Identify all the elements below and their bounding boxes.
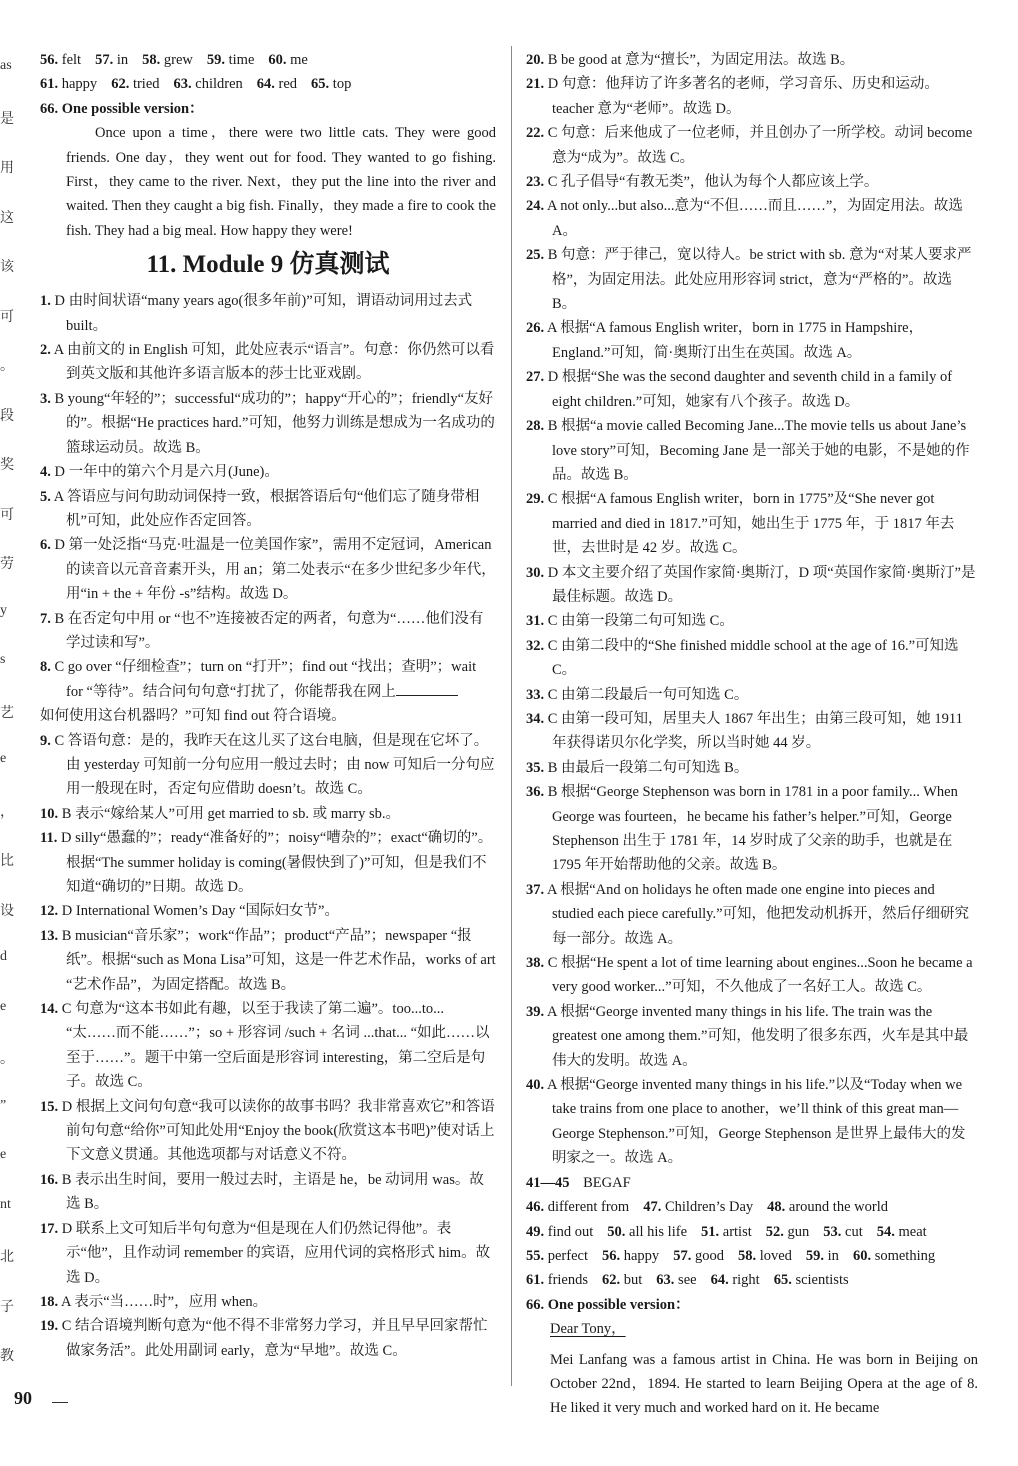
item-explanation: young“年轻的”；successful“成功的”；happy“开心的”；friendly“友好的”。根据“He practices hard.”可知，他努力训练是想成为一名成功的篮球运动员。故选 B。 <box>66 390 495 456</box>
edge-glyph: 。 <box>0 1052 14 1067</box>
item-key: A <box>50 342 67 359</box>
range-label: 41—45 <box>526 1174 570 1191</box>
answer-item <box>40 826 496 899</box>
item-key: D <box>50 464 69 481</box>
answer-word: children <box>191 76 243 93</box>
item-explanation: 根据“He spent a lot of time learning about engines...Soon he became a very good worker...”可知，不久他成了一名好工人。故选 C。 <box>552 955 973 996</box>
version-label: 66. One possible version： <box>40 100 204 117</box>
item-explanation: 根据“She was the second daughter and seventh child in a family of eight children.”可知，她家有八个孩子。故选 D。 <box>552 369 953 410</box>
answer-item <box>40 460 496 484</box>
answer-number: 58. <box>737 1247 757 1264</box>
answer-item <box>526 365 978 414</box>
fill-in-answers-top <box>40 48 496 97</box>
item-number: 16. <box>40 1171 59 1188</box>
answer-word: scientists <box>791 1272 849 1289</box>
answer-item <box>40 607 496 656</box>
item-key: C <box>544 174 562 191</box>
item-number: 30. <box>526 564 545 581</box>
answer-item <box>40 533 496 606</box>
item-explanation: 答语应与问句助动词保持一致，根据答语后句“他们忘了随身带相机”可知，此处应作否定回答。 <box>66 488 480 529</box>
answer-word: tried <box>129 76 160 93</box>
answer-number: 53. <box>823 1223 842 1240</box>
item-explanation: 根据“George invented many things in his life.”以及“Today when we take trains from one place to another，we’ll think of this great man— George Stephenson.”可知，George Stephenson 是世界上最伟大的发明家之一。故选 A。 <box>552 1077 966 1167</box>
answer-word: something <box>871 1247 936 1264</box>
answer-number: 50. <box>607 1223 626 1240</box>
range-answer-row <box>526 1171 978 1195</box>
answer-word: meat <box>894 1223 927 1240</box>
item-explanation: 根据上文问句句意“我可以读你的故事书吗？我非常喜欢它”和答语前句句意“给你”可知此处用“Enjoy the book(欣赏这本书吧)”使对话上下文意义贯通。其他选项都与对话意义不符。 <box>66 1098 495 1164</box>
model-essay: Once upon a time，there were two little cats. They were good friends. One day，they went out for food. They wanted to go fishing. First，they came to the river. Next，they put the line into the river and waited. Then they caught a big fish. Finally，they made a fire to cook the fish. They had a big meal. How happy they were! <box>66 125 496 239</box>
answer-word: good <box>691 1247 724 1264</box>
answer-item <box>40 1290 496 1314</box>
item-key: B <box>58 1171 76 1188</box>
answer-list-left <box>40 289 496 1363</box>
item-explanation: International Women’s Day “国际妇女节”。 <box>75 903 339 920</box>
item-key: B <box>50 610 68 627</box>
answer-item <box>526 951 978 1000</box>
item-number: 37. <box>526 881 545 898</box>
item-number: 17. <box>40 1220 59 1237</box>
answer-number: 62. <box>111 76 130 93</box>
item-explanation: not only...but also...意为“不但……而且……”，为固定用法。故选 A。 <box>552 198 963 239</box>
item-explanation: 孔子倡导“有教无类”，他认为每个人都应该上学。 <box>561 174 879 191</box>
answer-number: 61. <box>526 1272 545 1289</box>
item-explanation: 表示“当……时”，应用 when。 <box>74 1293 268 1310</box>
edge-glyph: e <box>0 1147 7 1162</box>
item-key: C <box>544 686 562 703</box>
answer-row <box>526 1195 978 1219</box>
item-number: 33. <box>526 686 545 703</box>
item-explanation: 结合语境判断句意为“他不得不非常努力学习，并且早早回家帮忙做家务活”。此处用副词 early，意为“早地”。故选 C。 <box>66 1318 488 1359</box>
answer-number: 56. <box>602 1247 621 1264</box>
item-explanation: 本文主要介绍了英国作家简·奥斯汀，D 项“英国作家简·奥斯汀”是最佳标题。故选 D。 <box>552 564 976 605</box>
item-explanation: 句意：严于律己，宽以待人。be strict with sb. 意为“对某人要求严格”，为固定用法。此处应用形容词 strict，意为“严格的”。故选 B。 <box>552 247 972 313</box>
item-key: D <box>544 369 562 386</box>
item-explanation: musician“音乐家”；work“作品”；product“产品”；newspaper “报纸”。根据“such as Mona Lisa”可知，这是一件艺术作品，works of art “艺术作品”，为固定搭配。故选 B。 <box>66 927 496 993</box>
item-number: 15. <box>40 1098 59 1115</box>
answer-number: 63. <box>656 1272 675 1289</box>
item-key: C <box>544 491 562 508</box>
answer-item <box>526 194 978 243</box>
item-number: 31. <box>526 613 545 630</box>
answer-item <box>40 1314 496 1363</box>
item-number: 5. <box>40 488 51 505</box>
answer-item <box>40 1217 496 1290</box>
edge-glyph: 教 <box>0 1349 14 1364</box>
edge-glyph: 艺 <box>0 705 14 721</box>
answer-word: find out <box>544 1223 594 1240</box>
item-number: 8. <box>40 659 51 676</box>
item-number: 40. <box>526 1077 545 1094</box>
answer-word: happy <box>58 76 98 93</box>
answer-item <box>40 289 496 338</box>
item-key: C <box>544 125 562 142</box>
answer-word: red <box>274 76 298 93</box>
answer-item <box>526 878 978 951</box>
fill-in-answers-bottom <box>526 1195 978 1293</box>
item-key: C <box>58 1318 76 1335</box>
answer-item <box>526 121 978 170</box>
item-number: 25. <box>526 247 545 264</box>
version-label-right: 66. One possible version： <box>526 1296 690 1313</box>
edge-glyph: e <box>0 751 7 766</box>
item-explanation: be good at 意为“擅长”，为固定用法。故选 B。 <box>561 52 855 68</box>
item-explanation: 由最后一段第二句可知选 B。 <box>561 759 749 776</box>
item-key: D <box>50 293 69 310</box>
right-column <box>526 48 978 1421</box>
item-number: 19. <box>40 1318 59 1335</box>
left-edge-bleed <box>0 0 14 1466</box>
answer-item <box>40 802 496 826</box>
item-explanation: 根据“A famous English writer，born in 1775 in Hampshire，England.”可知，简·奥斯汀出生在英国。故选 A。 <box>552 320 924 361</box>
footer-rule <box>52 1402 68 1403</box>
answer-item <box>526 487 978 560</box>
item-key: A <box>544 320 561 337</box>
item-number: 20. <box>526 52 545 68</box>
item-number: 35. <box>526 759 545 776</box>
answer-item <box>40 924 496 997</box>
item-number: 10. <box>40 805 59 822</box>
edge-glyph: 该 <box>0 260 14 275</box>
answer-item <box>40 729 496 802</box>
item-explanation: 在否定句中用 or “也不”连接被否定的两者，句意为“……他们没有学过读和写”。 <box>66 610 484 651</box>
answer-word: cut <box>841 1223 863 1240</box>
item-number: 3. <box>40 390 51 407</box>
edge-glyph: as <box>0 58 12 73</box>
item-key: A <box>50 488 67 505</box>
answer-item <box>526 707 978 756</box>
item-number: 6. <box>40 537 51 554</box>
answer-item <box>526 561 978 610</box>
answer-number: 46. <box>526 1199 545 1216</box>
item-number: 23. <box>526 174 545 191</box>
blank-line <box>396 681 458 696</box>
item-key: A <box>58 1293 75 1310</box>
answer-number: 47. <box>643 1199 662 1216</box>
item-explanation: 答语句意：是的，我昨天在这儿买了这台电脑，但是现在它坏了。由 yesterday 可知前一分句应用一般过去时；由 now 可知后一分句应用一般现在时，否定句应借助 doesn’t。故选 C。 <box>66 732 495 798</box>
item-explanation: 由第一段第二句可知选 C。 <box>561 613 734 630</box>
answer-number: 63. <box>173 76 192 93</box>
answer-number: 64. <box>710 1272 729 1289</box>
item-number: 7. <box>40 610 51 627</box>
item-explanation: 由第一段可知，居里夫人 1867 年出生；由第三段可知，她 1911 年获得诺贝尔化学奖，所以当时她 44 岁。 <box>552 710 963 752</box>
answer-number: 60. <box>852 1247 872 1264</box>
item-key: B <box>544 247 562 264</box>
answer-word: me <box>286 52 308 68</box>
item-explanation: 根据“And on holidays he often made one engine into pieces and studied each piece carefully.”可知，他把发动机拆开，然后仔细研究每一部分。故选 A。 <box>552 881 970 947</box>
item-explanation: 表示出生时间，要用一般过去时，主语是 he，be 动词用 was。故选 B。 <box>66 1171 484 1213</box>
answer-word: see <box>674 1272 697 1289</box>
item-number: 38. <box>526 955 545 972</box>
item-explanation: 由第二段最后一句可知选 C。 <box>561 686 749 703</box>
answer-item <box>526 609 978 633</box>
item-explanation: go over “仔细检查”；turn on “打开”；find out “找出；查明”；wait for “等待”。结合问句句意“打扰了，你能帮我在网上 <box>66 659 477 700</box>
item-explanation: 根据“George invented many things in his life. The train was the greatest one among them.”可知，他发明了很多东西，火车是其中最伟大的发明。故选 A。 <box>552 1003 969 1069</box>
answer-number: 57. <box>673 1247 692 1264</box>
item-number: 28. <box>526 418 545 435</box>
item-key: B <box>58 805 76 822</box>
item-explanation: 如何使用这台机器吗？”可知 find out 符合语境。 <box>40 708 346 725</box>
item-key: B <box>50 390 68 407</box>
page-number: 90 <box>14 1388 32 1408</box>
answer-number: 54. <box>876 1223 895 1240</box>
answer-item <box>526 72 978 121</box>
item-number: 4. <box>40 464 51 481</box>
answer-number: 52. <box>765 1223 784 1240</box>
answer-item <box>526 243 978 316</box>
answer-number: 64. <box>256 76 275 93</box>
item-key: D <box>544 564 562 581</box>
item-number: 39. <box>526 1003 545 1020</box>
answer-number: 56. <box>40 52 59 68</box>
answer-word: around the world <box>785 1199 888 1216</box>
edge-glyph: 劳 <box>0 557 14 572</box>
answer-word: but <box>620 1272 643 1289</box>
edge-glyph: 用 <box>0 161 14 176</box>
item-key: B <box>544 52 562 68</box>
answer-item <box>526 316 978 365</box>
answer-item <box>40 387 496 460</box>
answer-row <box>526 1244 978 1268</box>
item-key: D <box>58 1220 76 1237</box>
item-explanation: 句意为“这本书如此有趣，以至于我读了第二遍”。too...to... “太……而不能……”；so + 形容词 /such + 名词 ...that... “如此……以至于……”。题干中第一空后面是形容词 interesting，第二空后是句子。故选 C。 <box>66 1001 490 1091</box>
answer-number: 59. <box>805 1247 825 1264</box>
item-number: 12. <box>40 903 59 920</box>
edge-glyph: 奖 <box>0 458 14 473</box>
answer-number: 57. <box>95 52 114 68</box>
item-key: D <box>58 1098 76 1115</box>
item-key: C <box>58 1001 76 1018</box>
edge-glyph: 设 <box>0 903 14 919</box>
item-explanation: 由时间状语“many years ago(很多年前)”可知，谓语动词用过去式 built。 <box>66 293 473 334</box>
answer-number: 48. <box>767 1199 786 1216</box>
item-key: C <box>544 613 562 630</box>
edge-glyph: nt <box>0 1196 11 1212</box>
answer-word: grew <box>160 52 193 68</box>
item-explanation: 根据“A famous English writer，born in 1775”及“She never got married and died in 1817.”可知，她出生于 1775 年，于 1817 年去世，去世时是 42 岁。故选 C。 <box>552 491 955 557</box>
answer-word: all his life <box>625 1223 688 1240</box>
item-key: A <box>544 1077 561 1094</box>
edge-glyph: 子 <box>0 1299 14 1315</box>
item-explanation: 根据“George Stephenson was born in 1781 in a poor family... When George was fourteen，he became his father’s helper.”可知，George Stephenson 出生于 1781 年，14 岁时成了父亲的助手，也就是在 1795 年开始帮助他的父亲。故选 B。 <box>552 784 958 874</box>
answer-item <box>526 756 978 780</box>
item-key: D <box>58 903 76 920</box>
answer-item <box>40 1168 496 1217</box>
item-key: D <box>50 537 69 554</box>
item-key: B <box>58 927 76 944</box>
item-key: B <box>544 784 562 801</box>
item-explanation: 由第二段中的“She finished middle school at the age of 16.”可知选 C。 <box>552 637 959 679</box>
answer-word: loved <box>756 1247 792 1264</box>
answer-number: 61. <box>40 76 59 93</box>
answer-number: 58. <box>142 52 161 68</box>
answer-number: 62. <box>602 1272 621 1289</box>
answer-word: top <box>329 76 352 93</box>
item-number: 11. <box>40 830 58 847</box>
answer-number: 65. <box>311 76 330 93</box>
answer-row <box>40 72 496 96</box>
edge-glyph: ， <box>0 804 14 820</box>
answer-word: gun <box>783 1223 810 1240</box>
item-number: 9. <box>40 732 51 749</box>
answer-item <box>526 48 978 72</box>
answer-number: 51. <box>701 1223 720 1240</box>
section-title: 11. Module 9 仿真测试 <box>146 251 390 279</box>
answer-item <box>40 485 496 534</box>
item-number: 26. <box>526 320 545 337</box>
answer-item <box>526 170 978 194</box>
answer-item <box>526 1073 978 1171</box>
answer-item <box>40 338 496 387</box>
item-number: 32. <box>526 637 545 654</box>
answer-word: in <box>824 1247 839 1264</box>
answer-item <box>526 1000 978 1073</box>
answer-row <box>40 48 496 72</box>
item-explanation: silly“愚蠢的”；ready“准备好的”；noisy“嘈杂的”；exact“确切的”。根据“The summer holiday is coming(暑假快到了)”可知，但是我们不知道“确切的”日期。故选 D。 <box>66 830 493 895</box>
answer-row <box>526 1220 978 1244</box>
edge-glyph: ” <box>0 1097 7 1113</box>
answer-item <box>40 655 496 704</box>
answer-word: felt <box>58 52 82 68</box>
item-key: C <box>544 637 562 654</box>
answer-word: artist <box>719 1223 752 1240</box>
item-explanation: 根据“a movie called Becoming Jane...The movie tells us about Jane’s love story”可知，Becoming Jane 是一部关于她的电影，不是她的作品。故选 B。 <box>552 418 970 483</box>
item-number: 34. <box>526 710 545 727</box>
item-number: 21. <box>526 76 545 93</box>
letter-greeting: Dear Tony， <box>550 1321 626 1338</box>
answer-word: in <box>113 52 129 68</box>
item-key: B <box>544 418 562 435</box>
item-number: 27. <box>526 369 545 386</box>
item-key: B <box>544 759 562 776</box>
edge-glyph: d <box>0 949 7 964</box>
item-explanation: 句意：他拜访了许多著名的老师，学习音乐、历史和运动。teacher 意为“老师”。故选 D。 <box>552 76 939 117</box>
item-key: C <box>50 732 68 749</box>
left-column <box>40 48 496 1363</box>
item-number: 36. <box>526 784 545 801</box>
answer-word: happy <box>620 1247 660 1264</box>
answer-item <box>40 997 496 1095</box>
answer-number: 49. <box>526 1223 545 1240</box>
edge-glyph: s <box>0 652 6 667</box>
answer-item <box>526 780 978 878</box>
item-key: A <box>544 1003 561 1020</box>
item-number: 2. <box>40 342 51 359</box>
answer-number: 59. <box>206 52 225 68</box>
item-number: 24. <box>526 198 545 215</box>
edge-glyph: 是 <box>0 111 14 127</box>
item-key: A <box>544 198 561 215</box>
answer-word: time <box>224 52 255 68</box>
answer-item <box>40 1095 496 1168</box>
item-key: A <box>544 881 561 898</box>
answer-item <box>526 414 978 487</box>
answer-item <box>40 704 496 728</box>
answer-row <box>526 1268 978 1292</box>
item-key: D <box>544 76 562 93</box>
answer-word: different from <box>544 1199 630 1216</box>
model-letter: Mei Lanfang was a famous artist in China. He was born in Beijing on October 22nd，1894. He started to learn Beijing Opera at the age of 8. He liked it very much and worked hard on it. He became <box>550 1351 978 1417</box>
edge-glyph: 可 <box>0 507 14 523</box>
item-explanation: 联系上文可知后半句句意为“但是现在人们仍然记得他”。表示“他”，且作动词 remember 的宾语，应用代词的宾格形式 him。故选 D。 <box>66 1220 491 1286</box>
answer-item <box>526 683 978 707</box>
answer-item <box>40 899 496 923</box>
edge-glyph: 。 <box>0 359 14 374</box>
answer-number: 55. <box>526 1247 545 1264</box>
item-number: 18. <box>40 1293 59 1310</box>
item-explanation: 第一处泛指“马克·吐温是一位美国作家”，需用不定冠词，American 的读音以元音音素开头，用 an；第二处表示“在多少世纪多少年代，用“in + the + 年份 -s”结构。故选 D。 <box>66 537 496 603</box>
item-key: C <box>544 955 562 972</box>
item-number: 14. <box>40 1001 59 1018</box>
item-number: 13. <box>40 927 59 944</box>
edge-glyph: 段 <box>0 408 14 424</box>
answer-number: 65. <box>773 1272 792 1289</box>
answer-word: friends <box>544 1272 589 1289</box>
answer-word: Children’s Day <box>661 1199 754 1216</box>
edge-glyph: 这 <box>0 210 14 226</box>
item-key: C <box>544 710 562 727</box>
answer-word: perfect <box>544 1247 588 1264</box>
item-explanation: 表示“嫁给某人”可用 get married to sb. 或 marry sb.。 <box>75 805 401 822</box>
column-divider <box>511 46 512 1386</box>
answer-item <box>526 634 978 683</box>
range-answer: BEGAF <box>583 1174 631 1191</box>
edge-glyph: 北 <box>0 1250 14 1265</box>
item-explanation: 一年中的第六个月是六月(June)。 <box>68 464 279 481</box>
item-explanation: 由前文的 in English 可知，此处应表示“语言”。句意：你仍然可以看到英文版和其他许多语言版本的莎士比亚戏剧。 <box>66 342 495 383</box>
item-key: C <box>50 659 68 676</box>
answer-list-right <box>526 48 978 1171</box>
edge-glyph: 比 <box>0 854 14 869</box>
edge-glyph: e <box>0 998 7 1014</box>
item-number: 22. <box>526 125 545 142</box>
item-number: 1. <box>40 293 51 310</box>
edge-glyph: y <box>0 602 7 618</box>
item-key: D <box>57 830 76 847</box>
item-number: 29. <box>526 491 545 508</box>
edge-glyph: 可 <box>0 309 14 325</box>
item-explanation: 句意：后来他成了一位老师，并且创办了一所学校。动词 become 意为“成为”。故选 C。 <box>552 125 973 166</box>
answer-number: 60. <box>268 52 287 68</box>
answer-word: right <box>728 1272 760 1289</box>
